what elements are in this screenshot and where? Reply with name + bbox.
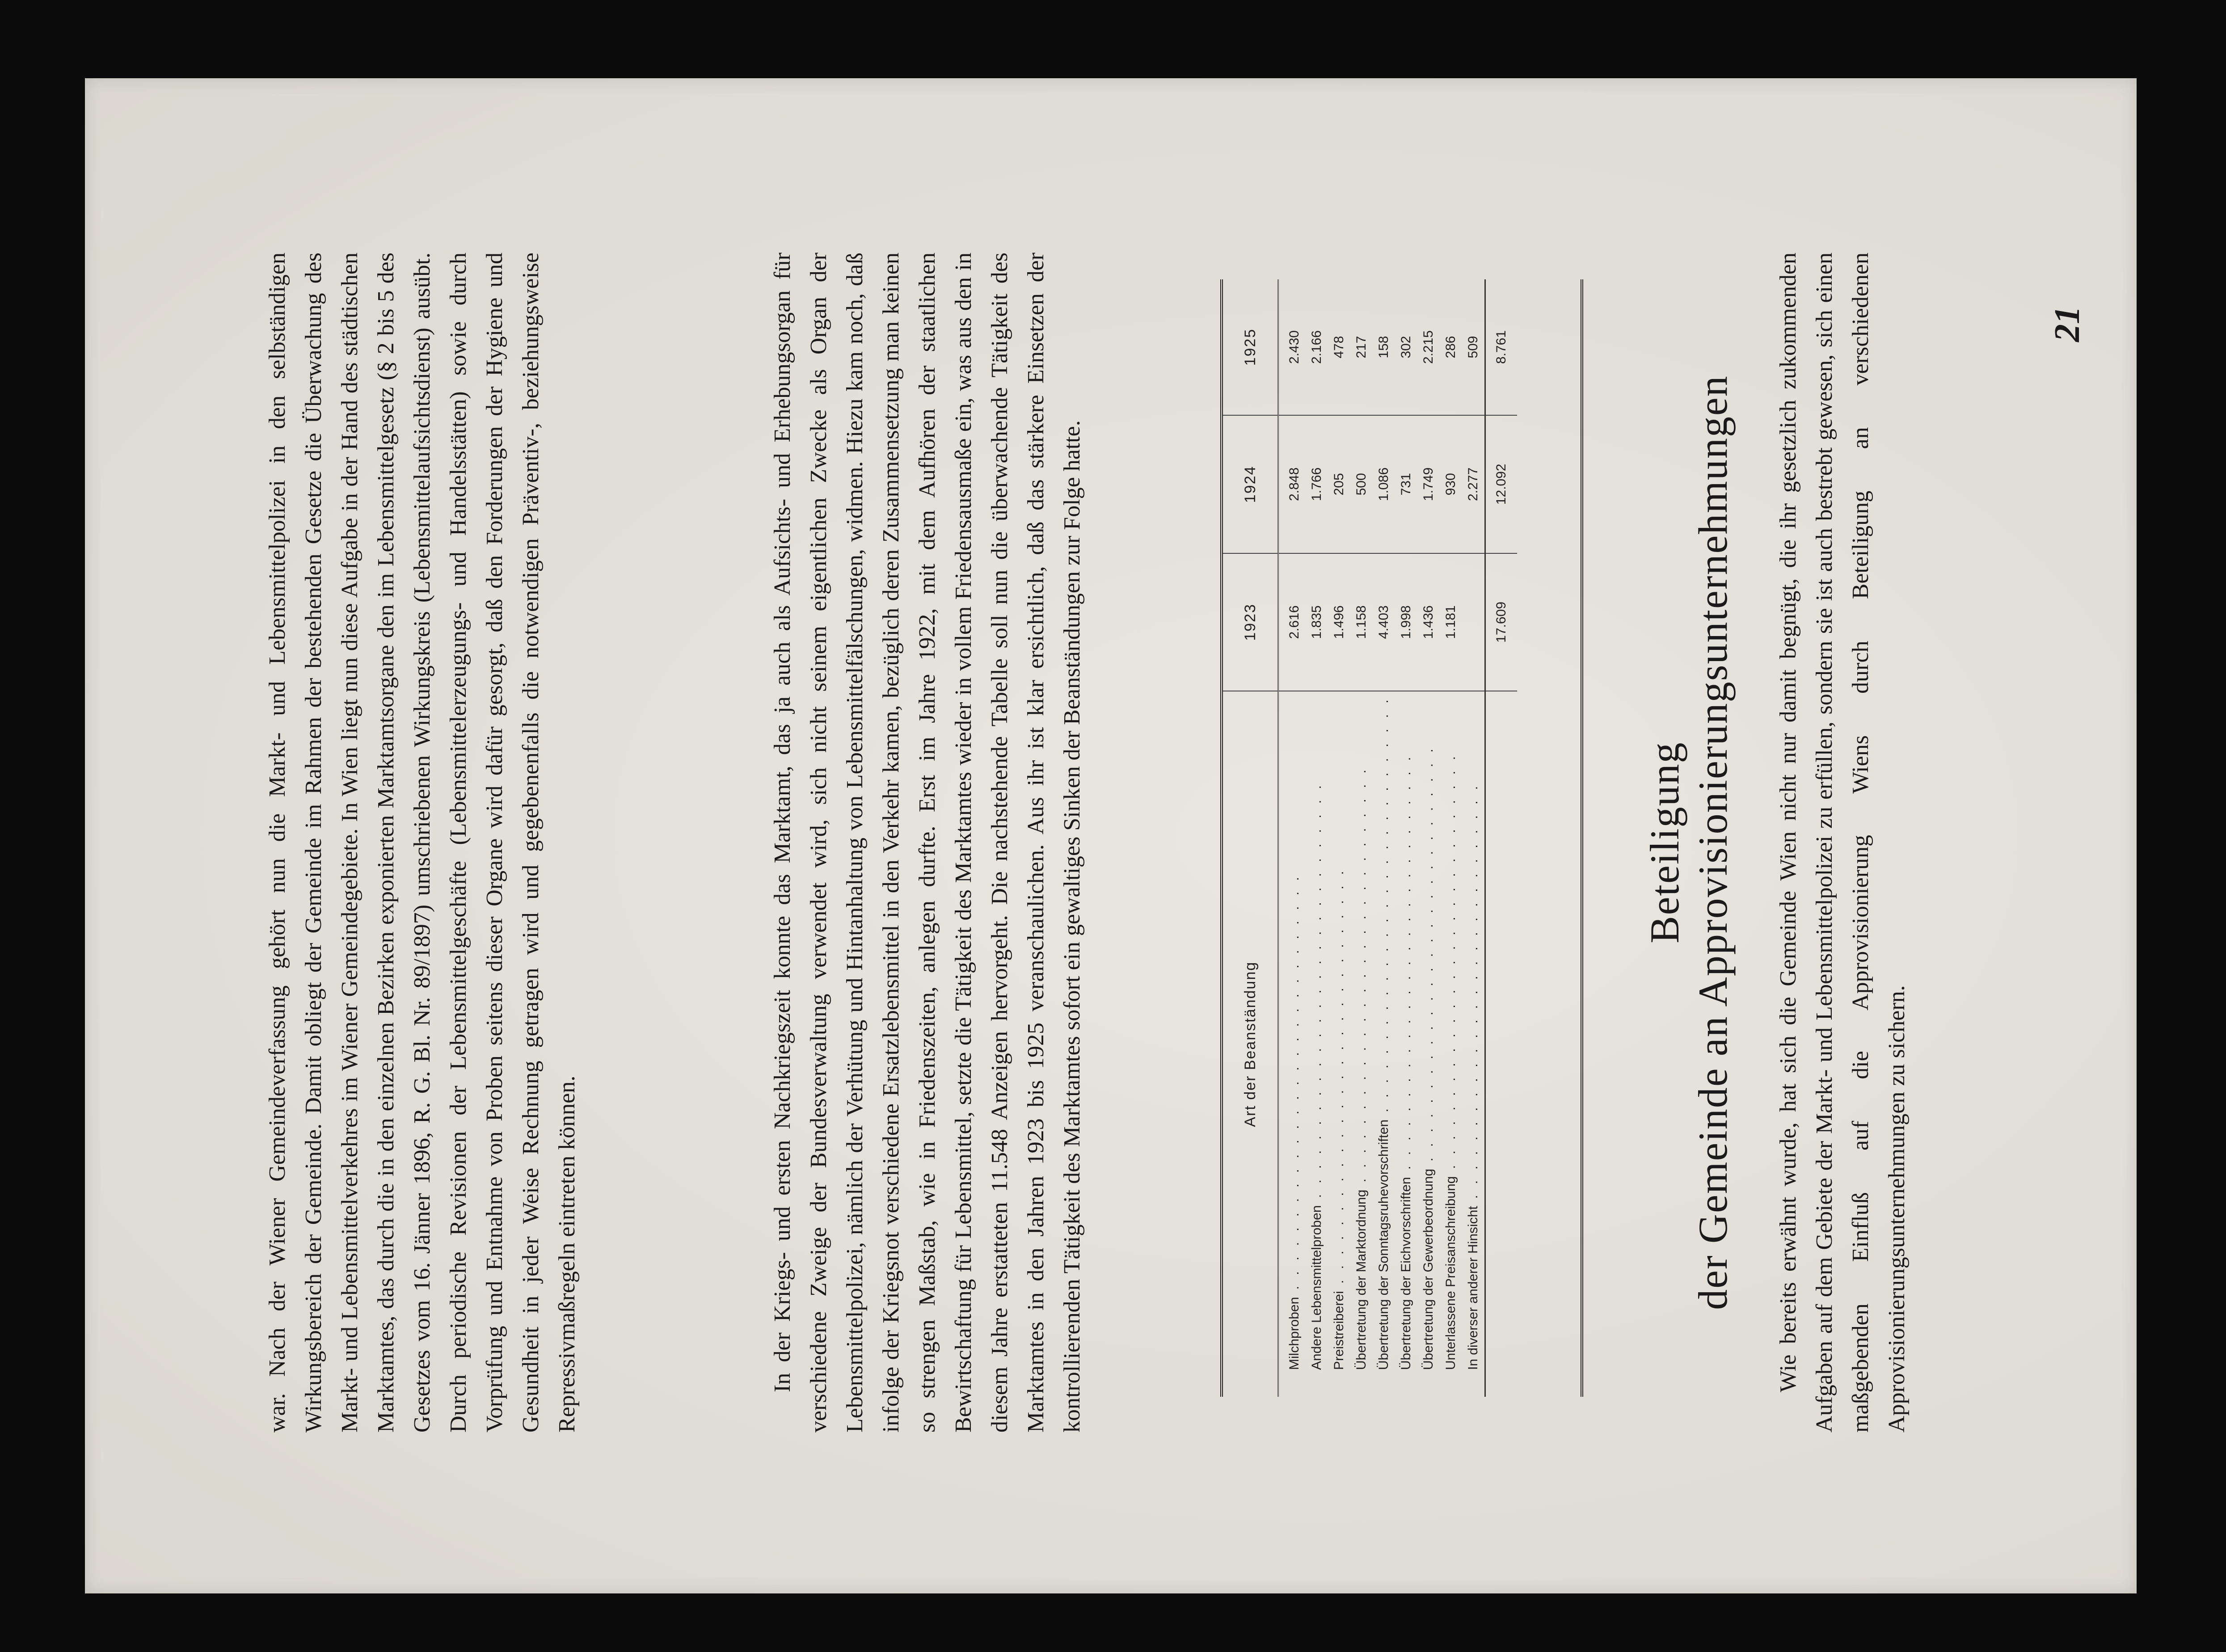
table-row (1306, 279, 1328, 1397)
row-label-text: Milchproben (1287, 1297, 1302, 1370)
row-label-text: Übertretung der Sonntagsruhevorschriften (1376, 1119, 1391, 1370)
complaints-table (1220, 279, 1583, 1397)
table-row (1278, 279, 1306, 1397)
paragraph-1-text: war. Nach der Wiener Gemeindeverfassung gehört nun die Markt- und Lebensmittelpolizei in den selbständigen Wirkungsbereich der Gemeinde. Damit obliegt der Gemeinde im Rahmen der bestehenden Gesetze die Überwachung des Markt- und Lebensmittelverkehres im Wiener Gemeindegebiete. In Wien liegt nun diese Aufgabe in der Hand des städtischen Marktamtes, das durch die in den einzelnen Bezirken exponierten Marktamtsorgane den im Lebensmittelgesetz (§ 2 bis 5 des Gesetzes vom 16. Jänner 1896, R. G. Bl. Nr. 89/1897) umschriebenen Wirkungskreis (Lebensmittelaufsichtsdienst) ausübt. Durch periodische Revisionen der Lebensmittelgeschäfte (Lebensmittelerzeugungs- und Handelsstätten) sowie durch Vorprüfung und Entnahme von Proben seitens dieser Organe wird dafür gesorgt, daß den Forderungen der Hygiene und Gesundheit in jeder Weise Rechnung getragen wird und gegebenenfalls die notwendigen Präventiv-, beziehungsweise Repressivmaßregeln eintreten können. (265, 253, 580, 1433)
page-number: 21 (2048, 306, 2087, 342)
leader-dots: . . . . . . . . . . . . . . . . . . . . . . . . . . . . . (1421, 745, 1436, 1169)
table-row (1417, 279, 1440, 1397)
paragraph-2 (764, 253, 1090, 1433)
cell-1924: 2.848 (1278, 415, 1306, 553)
cell-1924: 1.086 (1373, 415, 1395, 553)
cell-1925: 478 (1328, 279, 1350, 415)
cell-1924: 500 (1350, 415, 1373, 553)
cell-1923: 2.616 (1278, 553, 1306, 691)
row-label-text: Preistreiberei (1332, 1291, 1346, 1370)
paragraph-3 (1770, 253, 1915, 1433)
cell-1923 (1462, 553, 1485, 691)
paragraph-2-text: In der Kriegs- und ersten Nachkriegszeit konnte das Marktamt, das ja auch als Aufsichts- und Erhebungsorgan für verschiedene Zweige der Bundesverwaltung verwendet wird, sich nicht seinem eigentlichen Zwecke als Organ der Lebensmittelpolizei, nämlich der Verhütung und Hintanhaltung von Lebensmittelfälschungen, widmen. Hiezu kam noch, daß infolge der Kriegsnot verschiedene Ersatzlebensmittel in den Verkehr kamen, bezüglich deren Zusammensetzung man keinen so strengen Maßstab, wie in Friedenszeiten, anlegen durfte. Erst im Jahre 1922, mit dem Aufhören der staatlichen Bewirtschaftung für Lebensmittel, setzte die Tätigkeit des Marktamtes wieder in vollem Friedensausmaße ein, was aus den in diesem Jahre erstatteten 11.548 Anzeigen hervorgeht. Die nachstehende Tabelle soll nun die überwachende Tätigkeit des Marktamtes in den Jahren 1923 bis 1925 veranschaulichen. Aus ihr ist klar ersichtlich, daß das stärkere Einsetzen der kontrollierenden Tätigkeit des Marktamtes sofort ein gewaltiges Sinken der Beanständungen zur Folge hatte. (770, 253, 1085, 1433)
total-label-cell (1485, 691, 1518, 1397)
cell-1925: 158 (1373, 279, 1395, 415)
cell-1923: 1.181 (1440, 553, 1462, 691)
header-type: Art der Beanständung (1223, 691, 1278, 1397)
rotated-page-content (85, 78, 2137, 1593)
complaints-table-grid (1223, 279, 1517, 1397)
table-row (1350, 279, 1373, 1397)
total-1925: 8.761 (1485, 279, 1518, 415)
cell-1923: 1.835 (1306, 553, 1328, 691)
leader-dots: . . . . . . . . . . . . . . . . . . . . . . . . . . . . . (1466, 782, 1480, 1206)
book-page (85, 78, 2137, 1593)
total-1924: 12.092 (1485, 415, 1518, 553)
header-1923: 1923 (1223, 553, 1278, 691)
total-1923: 17.609 (1485, 553, 1518, 691)
cell-1923: 1.998 (1395, 553, 1417, 691)
row-label (1328, 691, 1350, 1397)
cell-1925: 2.430 (1278, 279, 1306, 415)
cell-1925: 302 (1395, 279, 1417, 415)
leader-dots: . . . . . . . . . . . . . . . . . . . . . . . . . . . . . (1354, 766, 1369, 1190)
cell-1925: 2.215 (1417, 279, 1440, 415)
row-label (1462, 691, 1485, 1397)
paragraph-3-text: Wie bereits erwähnt wurde, hat sich die Gemeinde Wien nicht nur damit begnügt, die ihr gesetzlich zukommenden Aufgaben auf dem Gebiete der Markt- und Lebensmittelpolizei zu erfüllen, sondern sie ist auch bestrebt gewesen, sich einen maßgebenden Einfluß auf die Approvisionierung Wiens durch Beteiligung an verschiedenen Approvisionierungsunternehmungen zu sichern. (1775, 253, 1910, 1433)
row-label (1306, 691, 1328, 1397)
row-label (1278, 691, 1306, 1397)
table-row (1395, 279, 1417, 1397)
leader-dots: . . . . . . . . . . . . . . . . . . . . . . . . . . . . . (1309, 781, 1324, 1205)
cell-1923: 1.496 (1328, 553, 1350, 691)
row-label (1350, 691, 1373, 1397)
cell-1924: 205 (1328, 415, 1350, 553)
paragraph-1 (259, 253, 585, 1433)
leader-dots: . . . . . . . . . . . . . . . . . . . . . . . . . . . . . (1376, 696, 1391, 1120)
header-1925: 1925 (1223, 279, 1278, 415)
cell-1925: 509 (1462, 279, 1485, 415)
section-heading-line-2: der Gemeinde an Approvisionierungsunternehmungen (1690, 375, 1736, 1310)
cell-1923: 1.158 (1350, 553, 1373, 691)
table-header-row (1223, 279, 1278, 1397)
section-heading (1640, 253, 1737, 1433)
table-body (1278, 279, 1518, 1397)
table-row (1440, 279, 1462, 1397)
table-row (1328, 279, 1350, 1397)
cell-1925: 217 (1350, 279, 1373, 415)
row-label (1440, 691, 1462, 1397)
row-label-text: In diverser anderer Hinsicht (1466, 1206, 1480, 1370)
row-label (1395, 691, 1417, 1397)
leader-dots: . . . . . . . . . . . . . . . . . . . . . . . . . . . . . (1287, 873, 1302, 1297)
cell-1925: 286 (1440, 279, 1462, 415)
section-heading-line-1: Beteiligung (1642, 742, 1687, 944)
cell-1924: 930 (1440, 415, 1462, 553)
row-label-text: Übertretung der Gewerbeordnung (1421, 1168, 1436, 1370)
cell-1924: 731 (1395, 415, 1417, 553)
leader-dots: . . . . . . . . . . . . . . . . . . . . . . . . . . . . . (1332, 867, 1346, 1291)
header-1924: 1924 (1223, 415, 1278, 553)
table-total-row (1485, 279, 1518, 1397)
leader-dots: . . . . . . . . . . . . . . . . . . . . . . . . . . . . . (1443, 752, 1458, 1176)
row-label (1417, 691, 1440, 1397)
leader-dots: . . . . . . . . . . . . . . . . . . . . . . . . . . . . . (1399, 753, 1413, 1177)
cell-1924: 1.749 (1417, 415, 1440, 553)
table-row (1373, 279, 1395, 1397)
cell-1923: 4.403 (1373, 553, 1395, 691)
row-label-text: Andere Lebensmittelproben (1309, 1205, 1324, 1370)
row-label (1373, 691, 1395, 1397)
row-label-text: Übertretung der Marktordnung (1354, 1189, 1369, 1370)
row-label-text: Übertretung der Eichvorschriften (1399, 1177, 1413, 1370)
table-row (1462, 279, 1485, 1397)
row-label-text: Unterlassene Preisanschreibung (1443, 1176, 1458, 1370)
cell-1923: 1.436 (1417, 553, 1440, 691)
cell-1924: 1.766 (1306, 415, 1328, 553)
cell-1924: 2.277 (1462, 415, 1485, 553)
cell-1925: 2.166 (1306, 279, 1328, 415)
